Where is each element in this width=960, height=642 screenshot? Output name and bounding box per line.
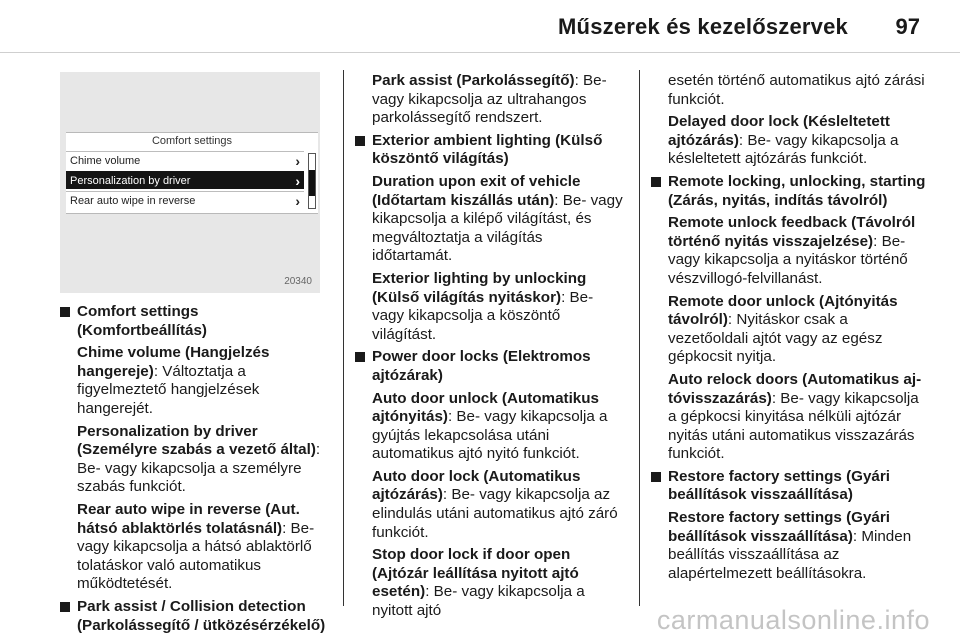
bullet-icon — [651, 472, 661, 482]
entry-auto-unlock: Auto door unlock (Automatikus ajtónyitás): Be- vagy kikapcsolja a gyújtás lekapcsolása utáni automatikus ajtó nyitó funkciót. — [372, 389, 608, 463]
entry-remote-feedback: Remote unlock feedback (Távolról történő nyitás visszajelzése): Be- vagy kikapcsolja a nyitáskor történő vészvillogó-felvillanást. — [668, 214, 916, 287]
column-divider — [639, 70, 640, 606]
entry-personalization: Personalization by driver (Személyre szabás a vezető által): Be- vagy kikapcsolja a személyre szabás funkciót. — [77, 422, 321, 496]
column-3 — [651, 72, 927, 587]
bullet-icon — [355, 136, 365, 146]
column-divider — [343, 70, 344, 606]
menu-item-label: Rear auto wipe in reverse — [70, 195, 196, 207]
scrollbar — [308, 153, 316, 209]
entry-lighting-unlock: Exterior lighting by unlocking (Külső világítás nyitáskor): Be- vagy kikapcsolja a köszöntő világítást. — [372, 269, 594, 343]
bullet-comfort-settings: Comfort settings (Komfortbeállítás) — [60, 303, 328, 340]
bullet-restore-factory: Restore factory settings (Gyári beállítások visszaállítása) — [651, 468, 927, 505]
menu-item-label: Chime volume — [70, 155, 141, 167]
page-number: 97 — [895, 14, 920, 39]
column-2 — [355, 72, 625, 625]
entry-auto-relock: Auto relock doors (Automatikus ajtóvisszazárás): Be- vagy kikapcsolja a gépkocsi kinyitása nélküli ajtózár nyitás utáni automatikus visszazárás funkciót. — [668, 370, 922, 463]
entry-duration-exit: Duration upon exit of vehicle (Időtartam kiszállás után): Be- vagy kikapcsolja a kilépő világítást, és megváltoztatja a világítás időtartamát. — [372, 172, 623, 265]
column-1 — [60, 303, 328, 639]
header-rule — [0, 52, 960, 53]
menu-item-chime-volume — [66, 151, 304, 169]
entry-remote-unlock: Remote door unlock (Ajtónyitás távolról): Nyitáskor csak a vezetőoldali ajtót vagy az egész gépkocsit nyitja. — [668, 292, 898, 366]
entry-park-assist: Park assist (Parkolássegítő): Be- vagy kikapcsolja az ultrahangos parkolássegítő rendszert. — [372, 72, 607, 127]
figure-code: 20340 — [284, 276, 312, 287]
entry-delayed-lock: Delayed door lock (Késleltetett ajtózárás): Be- vagy kikapcsolja a késleltetett ajtózárás funkciót. — [668, 113, 899, 168]
bullet-icon — [60, 307, 70, 317]
comfort-settings-figure — [60, 72, 320, 293]
entry-chime-volume: Chime volume (Hangjelzés hangereje): Változtatja a figyelmeztető hangjelzések hangerejét. — [77, 344, 270, 417]
bullet-power-door-locks: Power door locks (Elektromos ajtózárak) — [355, 348, 625, 385]
menu-item-personalization — [66, 171, 304, 189]
menu-item-label: Personalization by driver — [70, 175, 191, 187]
bullet-exterior-lighting: Exterior ambient lighting (Külső köszöntő világítás) — [355, 132, 625, 169]
entry-stop-door-lock: Stop door lock if door open (Ajtózár leállítása nyitott ajtó esetén): Be- vagy kikapcsolja a nyitott ajtó — [372, 546, 585, 620]
bullet-remote-locking: Remote locking, unlocking, starting (Zárás, nyitás, indítás távolról) — [651, 173, 927, 210]
bullet-icon — [651, 177, 661, 187]
screen-title: Comfort settings — [151, 135, 233, 147]
entry-restore-factory: Restore factory settings (Gyári beállítások visszaállítása): Minden beállítás visszaállítása az alapértelmezett beállításokra. — [668, 509, 912, 582]
page-title: Műszerek és kezelőszervek — [558, 14, 848, 39]
chevron-right-icon: › — [295, 153, 300, 169]
bullet-icon — [355, 352, 365, 362]
watermark: carmanualsonline.info — [656, 605, 930, 635]
bullet-park-assist: Park assist / Collision detection (Parkolássegítő / ütközésérzékelő) — [60, 598, 328, 635]
display-screen — [66, 132, 318, 214]
entry-auto-lock: Auto door lock (Automatikus ajtózárás): Be- vagy kikapcsolja az elindulás utáni automatikus ajtó záró funkciót. — [372, 467, 618, 541]
menu-item-rear-wipe — [66, 191, 304, 209]
entry-continued: esetén történő automatikus ajtó zárási funkciót. — [668, 72, 925, 108]
bullet-icon — [60, 602, 70, 612]
chevron-right-icon: › — [295, 193, 300, 209]
scroll-thumb — [309, 170, 315, 196]
chevron-right-icon: › — [295, 173, 300, 189]
entry-rear-wipe: Rear auto wipe in reverse (Aut. hátsó ablaktörlés tolatásnál): Be- vagy kikapcsolja a hátsó ablaktörlő tolatáskor való automatikus működtetését. — [77, 500, 315, 593]
